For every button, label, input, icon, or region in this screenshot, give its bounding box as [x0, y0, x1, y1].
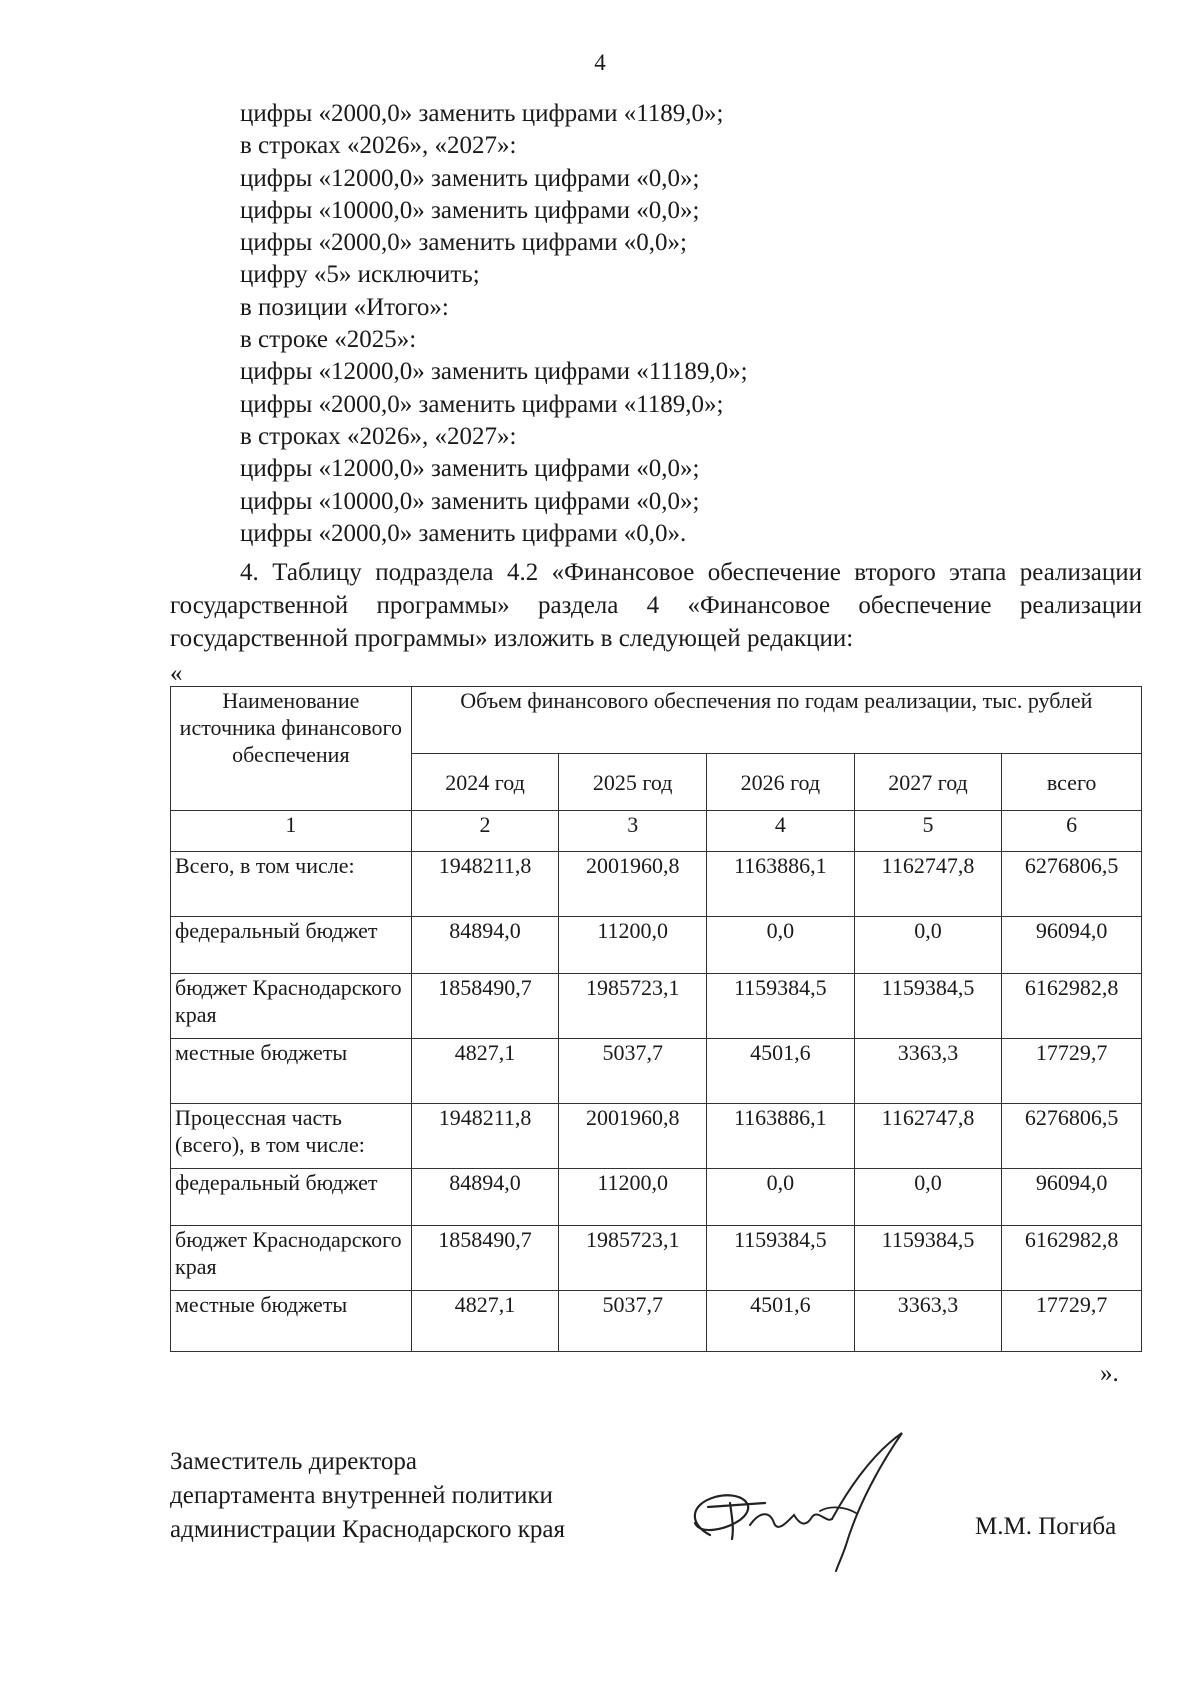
- cell-value: 0,0: [707, 1169, 855, 1226]
- table-row: [171, 1291, 1142, 1352]
- row-label: Процессная часть (всего), в том числе:: [171, 1104, 412, 1169]
- cell-value: 3363,3: [854, 1291, 1002, 1352]
- cell-value: 1948211,8: [411, 852, 559, 917]
- amendment-line: цифры «12000,0» заменить цифрами «0,0»;: [240, 455, 700, 483]
- amendment-lines: [240, 98, 1140, 550]
- amendment-line: цифры «12000,0» заменить цифрами «11189,0»;: [240, 358, 748, 386]
- signatory-name: М.М. Погиба: [975, 1513, 1117, 1540]
- column-number: 5: [854, 811, 1002, 852]
- row-label: федеральный бюджет: [171, 917, 412, 974]
- cell-value: 11200,0: [559, 1169, 707, 1226]
- cell-value: 1162747,8: [854, 852, 1002, 917]
- cell-value: 1948211,8: [411, 1104, 559, 1169]
- cell-value: 1985723,1: [559, 974, 707, 1039]
- amendment-line: в позиции «Итого»:: [240, 293, 449, 321]
- amendment-line: цифры «10000,0» заменить цифрами «0,0»;: [240, 487, 700, 515]
- handwritten-signature: [670, 1425, 930, 1575]
- amendment-line: в строках «2026», «2027»:: [240, 422, 517, 450]
- cell-value: 3363,3: [854, 1039, 1002, 1104]
- row-label: федеральный бюджет: [171, 1169, 412, 1226]
- row-label: бюджет Краснодарского края: [171, 1226, 412, 1291]
- amendment-line: в строках «2026», «2027»:: [240, 132, 517, 160]
- amendment-line: цифры «2000,0» заменить цифрами «1189,0»;: [240, 390, 724, 418]
- cell-value: 2001960,8: [559, 1104, 707, 1169]
- table-row: [171, 1169, 1142, 1226]
- amendment-line: цифры «10000,0» заменить цифрами «0,0»;: [240, 196, 700, 224]
- cell-value: 17729,7: [1002, 1039, 1142, 1104]
- column-number: 2: [411, 811, 559, 852]
- row-label: Всего, в том числе:: [171, 852, 412, 917]
- cell-value: 1858490,7: [411, 974, 559, 1039]
- header-year: 2024 год: [411, 754, 559, 811]
- close-quote: ».: [1100, 1360, 1119, 1387]
- financing-table: [170, 686, 1142, 1352]
- cell-value: 96094,0: [1002, 917, 1142, 974]
- cell-value: 6276806,5: [1002, 1104, 1142, 1169]
- table-row: [171, 1104, 1142, 1169]
- header-volume: Объем финансового обеспечения по годам реализации, тыс. рублей: [411, 687, 1141, 754]
- amendment-line: цифры «2000,0» заменить цифрами «0,0».: [240, 519, 687, 547]
- header-total: всего: [1002, 754, 1142, 811]
- cell-value: 6162982,8: [1002, 1226, 1142, 1291]
- table-row: [171, 852, 1142, 917]
- signatory-title-line: администрации Краснодарского края: [170, 1516, 566, 1543]
- item-4-paragraph: 4. Таблицу подраздела 4.2 «Финансовое обеспечение второго этапа реализации государственной программы» раздела 4 «Финансовое обеспечение реализации государственной программы» изложить в следующей редакции:: [170, 559, 1142, 652]
- cell-value: 2001960,8: [559, 852, 707, 917]
- cell-value: 4827,1: [411, 1291, 559, 1352]
- cell-value: 1985723,1: [559, 1226, 707, 1291]
- cell-value: 5037,7: [559, 1291, 707, 1352]
- amendment-line: цифры «2000,0» заменить цифрами «1189,0»;: [240, 100, 724, 127]
- table-row: [171, 974, 1142, 1039]
- cell-value: 1163886,1: [707, 1104, 855, 1169]
- cell-value: 1159384,5: [707, 974, 855, 1039]
- signatory-title-line: департамента внутренней политики: [170, 1482, 553, 1509]
- cell-value: 4501,6: [707, 1291, 855, 1352]
- cell-value: 1163886,1: [707, 852, 855, 917]
- column-number: 4: [707, 811, 855, 852]
- header-year: 2026 год: [707, 754, 855, 811]
- column-number: 3: [559, 811, 707, 852]
- column-number: 6: [1002, 811, 1142, 852]
- header-year: 2027 год: [854, 754, 1002, 811]
- cell-value: 5037,7: [559, 1039, 707, 1104]
- cell-value: 17729,7: [1002, 1291, 1142, 1352]
- signatory-title: [170, 1445, 565, 1547]
- column-number: 1: [171, 811, 412, 852]
- header-year: 2025 год: [559, 754, 707, 811]
- amendment-line: цифры «12000,0» заменить цифрами «0,0»;: [240, 164, 700, 192]
- cell-value: 1159384,5: [854, 974, 1002, 1039]
- row-label: местные бюджеты: [171, 1291, 412, 1352]
- cell-value: 96094,0: [1002, 1169, 1142, 1226]
- cell-value: 1159384,5: [707, 1226, 855, 1291]
- amendment-line: цифры «2000,0» заменить цифрами «0,0»;: [240, 229, 687, 257]
- cell-value: 4827,1: [411, 1039, 559, 1104]
- cell-value: 0,0: [854, 917, 1002, 974]
- cell-value: 6162982,8: [1002, 974, 1142, 1039]
- open-quote: «: [170, 660, 183, 687]
- header-source-name: Наименование источника финансового обеспечения: [171, 687, 412, 811]
- cell-value: 0,0: [854, 1169, 1002, 1226]
- page-number: 4: [594, 50, 606, 75]
- amendment-line: в строке «2025»:: [240, 326, 417, 354]
- signatory-title-line: Заместитель директора: [170, 1448, 417, 1475]
- column-number-row: [171, 811, 1142, 852]
- table-row: [171, 1039, 1142, 1104]
- cell-value: 1162747,8: [854, 1104, 1002, 1169]
- table-row: [171, 917, 1142, 974]
- cell-value: 84894,0: [411, 917, 559, 974]
- table-row: [171, 1226, 1142, 1291]
- amendment-line: цифру «5» исключить;: [240, 261, 480, 289]
- row-label: местные бюджеты: [171, 1039, 412, 1104]
- cell-value: 84894,0: [411, 1169, 559, 1226]
- cell-value: 1858490,7: [411, 1226, 559, 1291]
- cell-value: 6276806,5: [1002, 852, 1142, 917]
- cell-value: 1159384,5: [854, 1226, 1002, 1291]
- row-label: бюджет Краснодарского края: [171, 974, 412, 1039]
- cell-value: 0,0: [707, 917, 855, 974]
- cell-value: 11200,0: [559, 917, 707, 974]
- cell-value: 4501,6: [707, 1039, 855, 1104]
